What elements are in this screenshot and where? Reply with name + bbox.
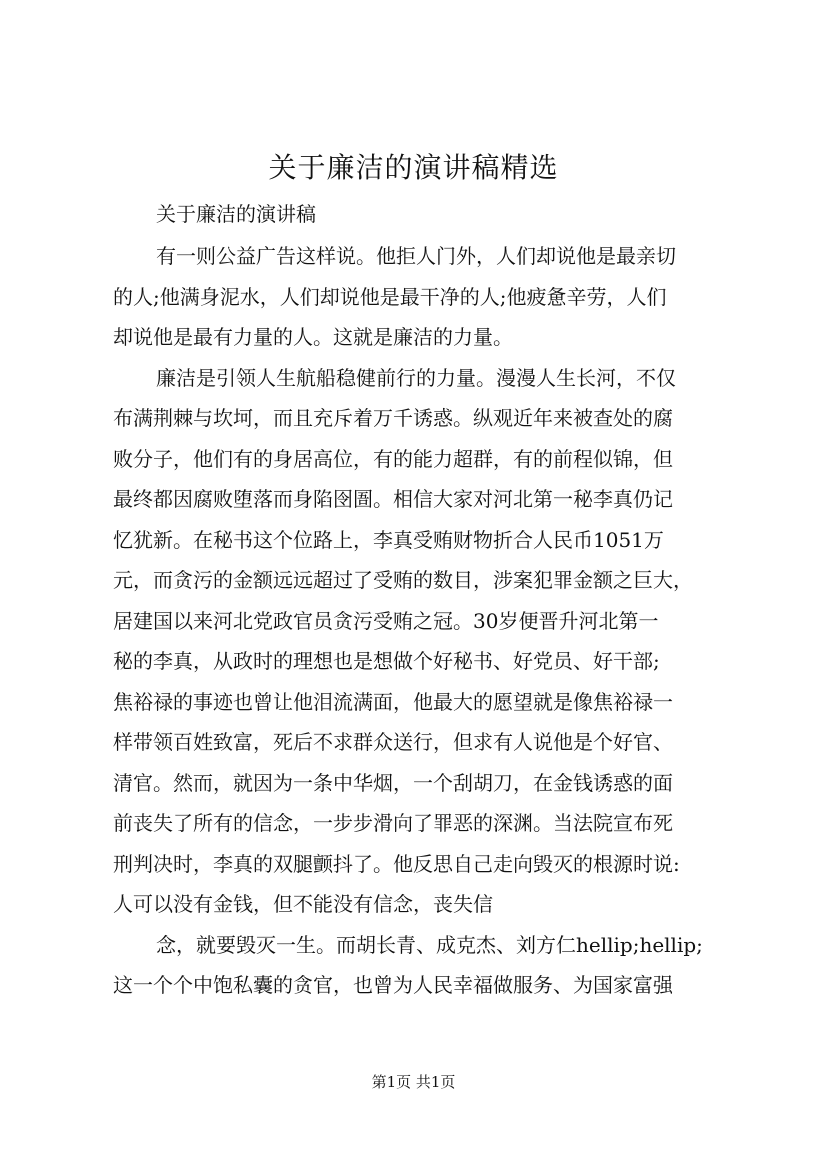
document-body (113, 236, 713, 1006)
document-subtitle: 关于廉洁的演讲稿 (156, 202, 316, 226)
paragraph-line: 前丧失了所有的信念，一步步滑向了罪恶的深渊。当法院宣布死 (113, 811, 673, 835)
paragraph-line: 败分子，他们有的身居高位，有的能力超群，有的前程似锦，但 (113, 446, 673, 471)
paragraph-line: 这一个个中饱私囊的贪官，也曾为人民幸福做服务、为国家富强 (113, 973, 673, 997)
paragraph-line: 最终都因腐败堕落而身陷囹圄。相信大家对河北第一秘李真仍记 (113, 487, 673, 511)
page-number: 第1页 共1页 (371, 1073, 456, 1091)
paragraph-line: 焦裕禄的事迹也曾让他泪流满面，他最大的愿望就是像焦裕禄一 (113, 689, 673, 714)
paragraph-line: 刑判决时，李真的双腿颤抖了。他反思自己走向毁灭的根源时说: (113, 851, 680, 876)
paragraph-line: 居建国以来河北党政官员贪污受贿之冠。30岁便晋升河北第一 (113, 608, 659, 633)
paragraph-line: 秘的李真，从政时的理想也是想做个好秘书、好党员、好干部; (113, 649, 660, 673)
paragraph-line: 样带领百姓致富，死后不求群众送行，但求有人说他是个好官、 (113, 730, 673, 754)
page-title: 关于廉洁的演讲稿精选 (268, 151, 559, 184)
paragraph-line: 忆犹新。在秘书这个位路上，李真受贿财物折合人民币1051万 (113, 527, 664, 552)
paragraph-line: 清官。然而，就因为一条中华烟，一个刮胡刀，在金钱诱惑的面 (113, 770, 673, 795)
paragraph-line: 布满荆棘与坎坷，而且充斥着万千诱惑。纵观近年来被查处的腐 (113, 406, 673, 430)
paragraph-line: 的人;他满身泥水，人们却说他是最干净的人;他疲惫辛劳，人们 (113, 284, 667, 309)
paragraph-line: 元，而贪污的金额远远超过了受贿的数目，涉案犯罪金额之巨大， (113, 568, 693, 592)
paragraph-line: 人可以没有金钱，但不能没有信念，丧失信 (113, 892, 493, 916)
paragraph-line: 有一则公益广告这样说。他拒人门外，人们却说他是最亲切 (156, 244, 676, 268)
paragraph-line: 廉洁是引领人生航船稳健前行的力量。漫漫人生长河，不仅 (156, 365, 676, 390)
paragraph-line: 却说他是最有力量的人。这就是廉洁的力量。 (113, 325, 513, 349)
paragraph-line: 念，就要毁灭一生。而胡长青、成克杰、刘方仁hellip;hellip; (156, 932, 703, 957)
